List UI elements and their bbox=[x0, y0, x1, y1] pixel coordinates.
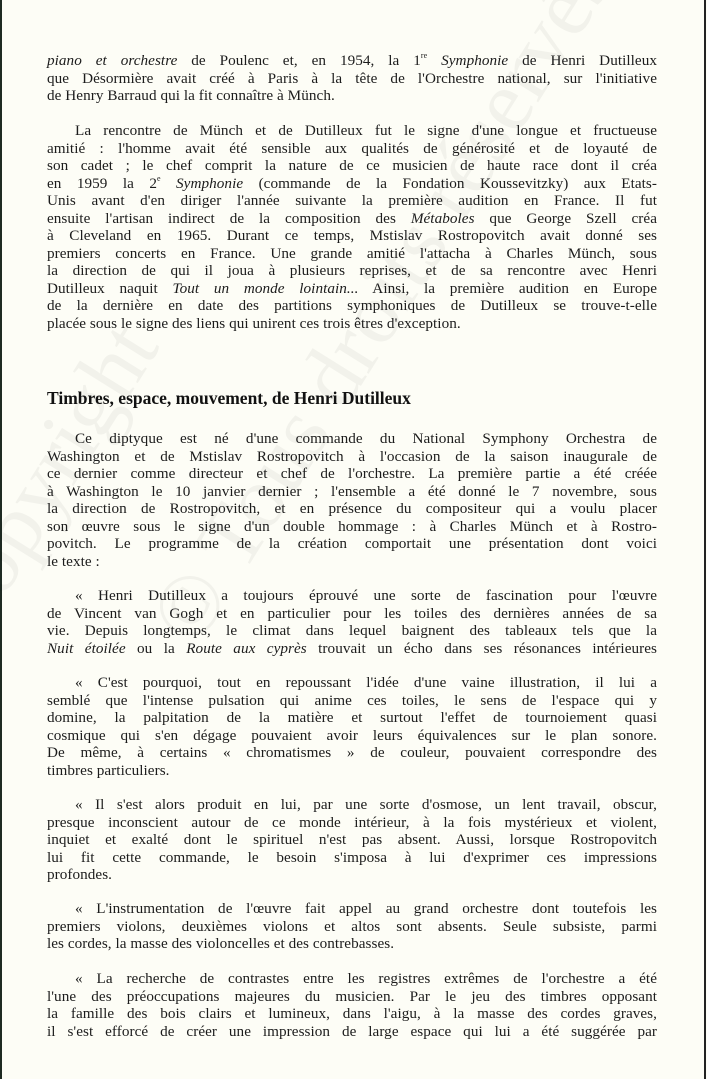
text-line: domine, la palpitation de la matière et surtout l'effet de tournoiement quasi bbox=[47, 709, 657, 726]
italic-title: Métaboles bbox=[410, 209, 475, 227]
text-line: « C'est pourquoi, tout en repoussant l'idée d'une vaine illustration, il lui a bbox=[75, 674, 657, 691]
text-line: inquiet et exalté dont le spirituel n'est pas absent. Aussi, lorsque Rostropovitch bbox=[47, 831, 657, 848]
italic-title: Route aux cyprès bbox=[186, 639, 307, 657]
text-line: de la dernière en date des partitions symphoniques de Dutilleux se trouve-t-elle bbox=[47, 297, 657, 314]
text-line: vie. Depuis longtemps, le climat dans lequel baignent des tableaux tels que la bbox=[47, 622, 657, 639]
italic-title: Tout un monde lointain... bbox=[172, 279, 359, 297]
text-line: « L'instrumentation de l'œuvre fait appel au grand orchestre dont toutefois les bbox=[75, 900, 657, 917]
text-run: ensuite l'artisan indirect de la composition des bbox=[47, 209, 411, 227]
text-line: presque inconscient autour de ce monde intérieur, à la fois mystérieux et violent, bbox=[47, 813, 657, 831]
text-line: premiers concerts en France. Une grande amitié l'attacha à Charles Münch, sous bbox=[47, 244, 657, 262]
text-line: son œuvre sous le signe d'un double hommage : à Charles Münch et à Rostro- bbox=[47, 517, 657, 535]
text-line: la direction de qui il joua à plusieurs reprises, et de sa rencontre avec Henri bbox=[47, 262, 657, 279]
text-run: (commande de la Fondation Koussevitzky) aux Etats- bbox=[243, 174, 658, 192]
text-line: « Henri Dutilleux a toujours éprouvé une sorte de fascination pour l'œuvre bbox=[75, 587, 657, 604]
text-line: à Washington le 10 janvier dernier ; l'ensemble a été donné le 7 novembre, sous bbox=[47, 482, 657, 500]
text-line: il s'est efforcé de créer une impression de large espace qui lui a été suggérée par bbox=[47, 1022, 657, 1040]
text-run: de Henri Dutilleux bbox=[508, 52, 658, 69]
text-line: profondes. bbox=[47, 866, 113, 883]
text-line bbox=[47, 52, 657, 70]
text-run: Ainsi, la première audition en Europe bbox=[358, 279, 657, 297]
text-run: que George Szell créa bbox=[474, 209, 657, 227]
italic-title: piano et orchestre bbox=[47, 52, 178, 69]
text-run: 1 bbox=[413, 52, 421, 69]
text-run: ou la bbox=[125, 639, 187, 657]
superscript: re bbox=[420, 51, 428, 60]
text-line: les cordes, la masse des violoncelles et des contrebasses. bbox=[47, 935, 395, 952]
text-line: ce dernier comme directeur et chef de l'orchestre. La première partie a été créée bbox=[47, 465, 657, 482]
text-run: en 1959 la 2 bbox=[47, 174, 157, 192]
text-line: povitch. Le programme de la création comportait une présentation dont voici bbox=[47, 535, 657, 552]
text-line: placée sous le signe des liens qui unirent ces trois êtres d'exception. bbox=[47, 314, 461, 332]
text-line: Washington et de Mstislav Rostropovitch à l'occasion de la saison inaugurale de bbox=[47, 447, 657, 465]
text-line: de Vincent van Gogh et en particulier pour les toiles des dernières années de sa bbox=[47, 604, 657, 622]
text-line: lui fit cette commande, le besoin s'imposa à lui d'exprimer ces impressions bbox=[47, 848, 657, 866]
italic-title: Symphonie bbox=[160, 174, 244, 192]
text-line: amitié : l'homme avait été sensible aux qualités de générosité et de loyauté de bbox=[47, 139, 657, 157]
text-line: premiers violons, deuxièmes violons et altos sont absents. Seule subsiste, parmi bbox=[47, 917, 657, 935]
text-line: timbres particuliers. bbox=[47, 761, 170, 779]
superscript: e bbox=[157, 173, 161, 183]
text-line: son cadet ; le chef comprit la nature de ce musicien de haute race dont il créa bbox=[47, 157, 657, 174]
text-line: Unis avant d'en diriger l'année suivante la première audition en France. Il fut bbox=[47, 192, 657, 209]
text-line bbox=[47, 175, 657, 193]
text-line bbox=[47, 210, 657, 228]
scan-edge-right bbox=[704, 0, 706, 1079]
text-line: de Henry Barraud qui la fit connaître à Münch. bbox=[47, 87, 335, 104]
text-line: le texte : bbox=[47, 552, 100, 570]
text-line: De même, à certains « chromatismes » de couleur, pouvaient correspondre des bbox=[47, 744, 657, 761]
text-line: la famille des bois clairs et lumineux, dans l'aigu, à la masse des cordes graves, bbox=[47, 1005, 657, 1022]
text-line: cosmique qui s'en dégage pouvaient avoir leurs équivalences sur le plan sonore. bbox=[47, 726, 657, 744]
text-run: Dutilleux naquit bbox=[47, 279, 173, 297]
text-run: trouvait un écho dans ses résonances intérieures bbox=[306, 639, 657, 657]
text-line: la direction de Rostropovitch, et en présence du compositeur qui a voulu placer bbox=[47, 500, 657, 517]
text-line: semblé que l'intense pulsation qui anime ces toiles, le sens de l'espace qui y bbox=[47, 691, 657, 709]
scan-edge-left bbox=[0, 0, 2, 1079]
text-line bbox=[47, 640, 657, 658]
text-line bbox=[47, 280, 657, 298]
text-line: que Désormière avait créé à Paris à la tête de l'Orchestre national, sur l'initiative bbox=[47, 69, 657, 87]
text-run: de Poulenc et, en 1954, la bbox=[177, 52, 414, 69]
text-line: La rencontre de Münch et de Dutilleux fut le signe d'une longue et fructueuse bbox=[75, 122, 657, 139]
italic-title: Symphonie bbox=[427, 52, 509, 69]
text-line: à Cleveland en 1965. Durant ce temps, Mstislav Rostropovitch avait donné ses bbox=[47, 227, 657, 244]
text-line: Ce diptyque est né d'une commande du National Symphony Orchestra de bbox=[75, 430, 657, 447]
text-line: « Il s'est alors produit en lui, par une sorte d'osmose, un lent travail, obscur, bbox=[75, 796, 657, 813]
text-line: « La recherche de contrastes entre les registres extrêmes de l'orchestre a été bbox=[75, 970, 657, 987]
italic-title: Nuit étoilée bbox=[47, 639, 126, 657]
section-heading: Timbres, espace, mouvement, de Henri Dutilleux bbox=[47, 388, 411, 408]
text-line: l'une des préoccupations majeures du musicien. Par le jeu des timbres opposant bbox=[47, 987, 657, 1005]
